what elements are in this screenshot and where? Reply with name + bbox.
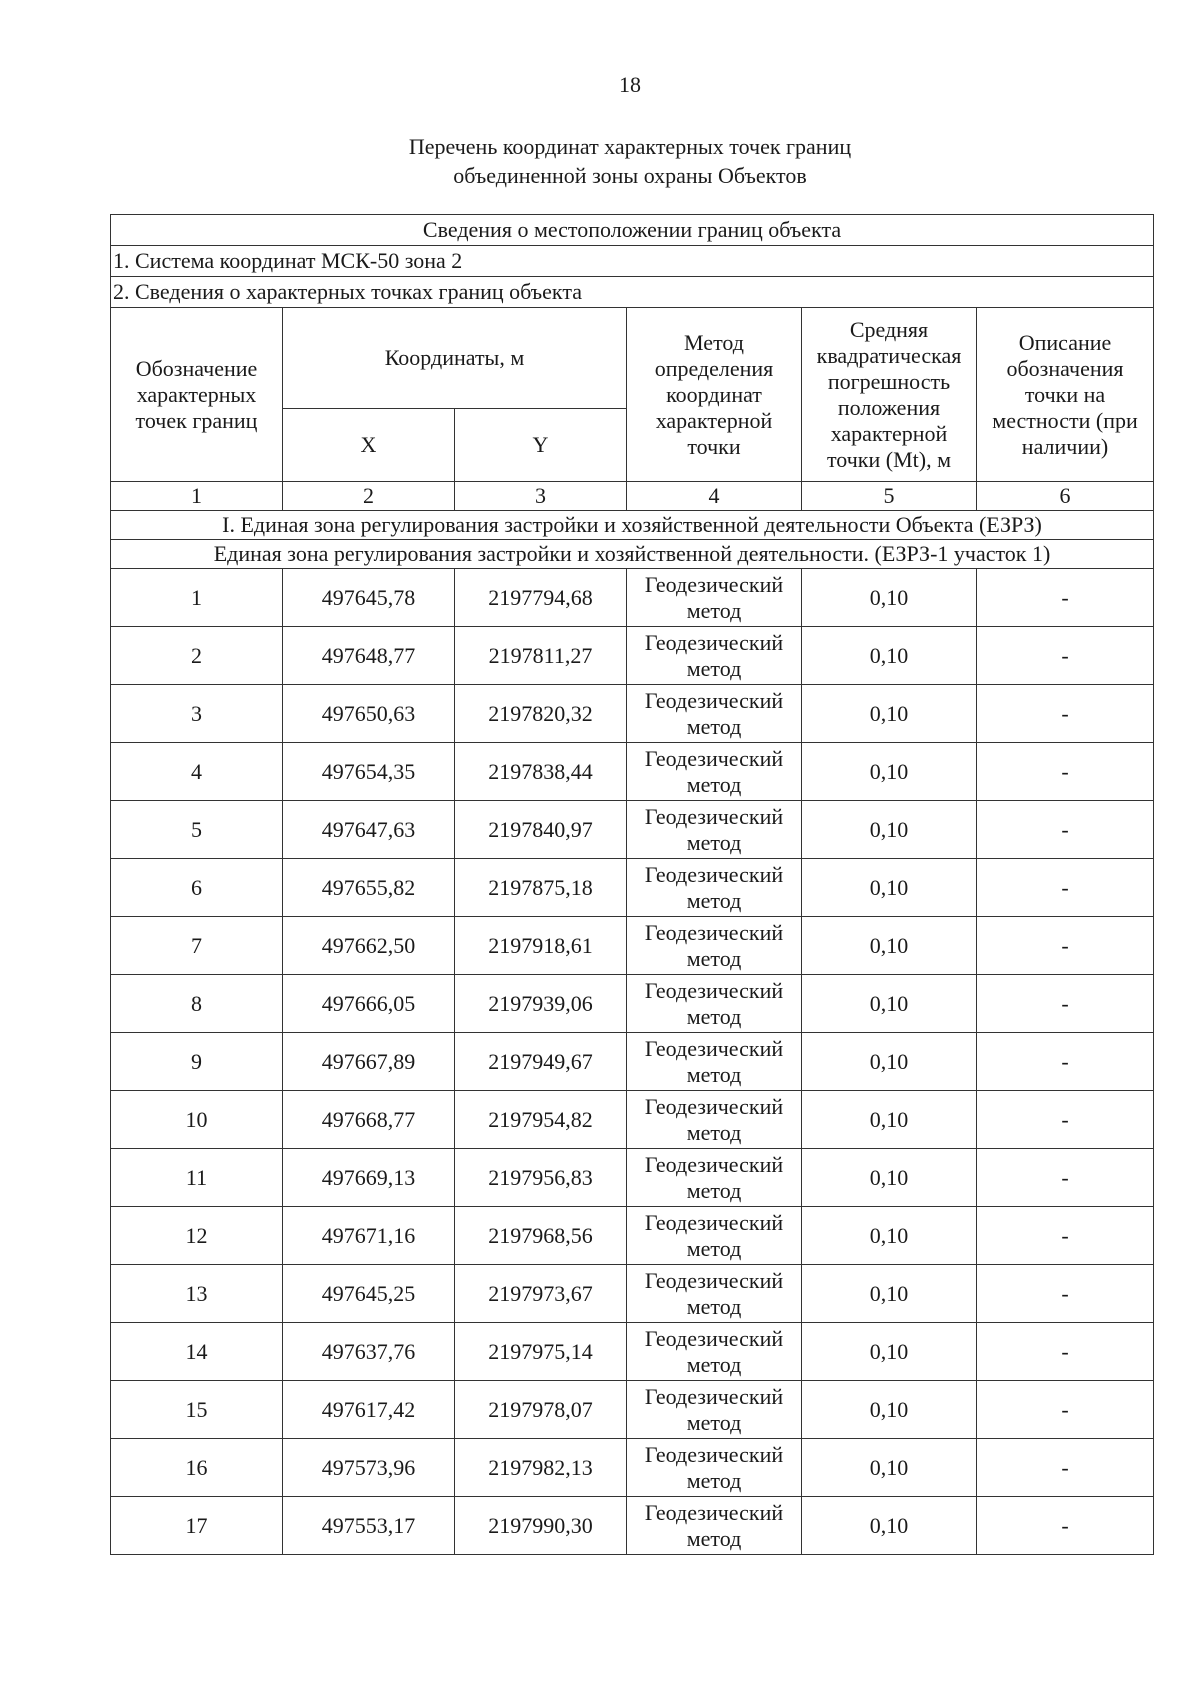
- point-description: -: [977, 1207, 1154, 1265]
- coord-y: 2197956,83: [455, 1149, 627, 1207]
- point-description: -: [977, 1091, 1154, 1149]
- method-line-1: Геодезический: [644, 1035, 784, 1061]
- point-number: 12: [111, 1207, 283, 1265]
- table-caption: Сведения о местоположении границ объекта: [111, 215, 1154, 246]
- page-number: 18: [619, 72, 641, 97]
- column-number: 2: [283, 482, 455, 511]
- mean-error: 0,10: [802, 1265, 977, 1323]
- coord-y: 2197982,13: [455, 1439, 627, 1497]
- header-description: Описание обозначения точки на местности (при наличии): [977, 308, 1154, 482]
- table-row: [111, 859, 1154, 917]
- table-row: [111, 1381, 1154, 1439]
- point-description: -: [977, 1149, 1154, 1207]
- zone-title: I. Единая зона регулирования застройки и хозяйственной деятельности Объекта (ЕЗРЗ): [111, 511, 1154, 540]
- coord-y: 2197875,18: [455, 859, 627, 917]
- method: [627, 859, 802, 917]
- table-row: [111, 685, 1154, 743]
- coord-x: 497655,82: [283, 859, 455, 917]
- section-title: Единая зона регулирования застройки и хозяйственной деятельности. (ЕЗРЗ-1 участок 1): [111, 540, 1154, 569]
- table-row: [111, 1033, 1154, 1091]
- method-line-2: метод: [686, 1293, 742, 1319]
- method: [627, 627, 802, 685]
- column-number: 3: [455, 482, 627, 511]
- table-row: [111, 1265, 1154, 1323]
- point-description: -: [977, 1439, 1154, 1497]
- method-line-1: Геодезический: [644, 1151, 784, 1177]
- mean-error: 0,10: [802, 1149, 977, 1207]
- method-line-2: метод: [686, 1061, 742, 1087]
- coord-y: 2197954,82: [455, 1091, 627, 1149]
- coord-x: 497669,13: [283, 1149, 455, 1207]
- coord-y: 2197978,07: [455, 1381, 627, 1439]
- header-coordinates: Координаты, м: [283, 308, 627, 409]
- method-line-2: метод: [686, 945, 742, 971]
- coord-y: 2197968,56: [455, 1207, 627, 1265]
- title-line-1: Перечень координат характерных точек границ: [408, 134, 852, 159]
- point-number: 14: [111, 1323, 283, 1381]
- mean-error: 0,10: [802, 917, 977, 975]
- point-description: -: [977, 627, 1154, 685]
- mean-error: 0,10: [802, 1439, 977, 1497]
- point-number: 11: [111, 1149, 283, 1207]
- coord-x: 497648,77: [283, 627, 455, 685]
- point-number: 15: [111, 1381, 283, 1439]
- point-description: -: [977, 569, 1154, 627]
- point-number: 9: [111, 1033, 283, 1091]
- mean-error: 0,10: [802, 1381, 977, 1439]
- method: [627, 1033, 802, 1091]
- method: [627, 917, 802, 975]
- point-number: 17: [111, 1497, 283, 1555]
- coord-y: 2197840,97: [455, 801, 627, 859]
- coord-y: 2197975,14: [455, 1323, 627, 1381]
- table-row: [111, 975, 1154, 1033]
- column-number: 6: [977, 482, 1154, 511]
- method-line-1: Геодезический: [644, 1325, 784, 1351]
- mean-error: 0,10: [802, 1497, 977, 1555]
- point-description: -: [977, 801, 1154, 859]
- point-number: 1: [111, 569, 283, 627]
- method: [627, 975, 802, 1033]
- point-number: 10: [111, 1091, 283, 1149]
- method-line-1: Геодезический: [644, 687, 784, 713]
- method-line-1: Геодезический: [644, 1267, 784, 1293]
- document-title: [0, 132, 1200, 190]
- mean-error: 0,10: [802, 1033, 977, 1091]
- mean-error: 0,10: [802, 569, 977, 627]
- method-line-1: Геодезический: [644, 629, 784, 655]
- coord-x: 497662,50: [283, 917, 455, 975]
- table-row: [111, 1091, 1154, 1149]
- table-body: [111, 569, 1154, 1555]
- method: [627, 1265, 802, 1323]
- method: [627, 1091, 802, 1149]
- point-description: -: [977, 1033, 1154, 1091]
- coord-y: 2197838,44: [455, 743, 627, 801]
- method-line-2: метод: [686, 713, 742, 739]
- method: [627, 1149, 802, 1207]
- method-line-1: Геодезический: [644, 1093, 784, 1119]
- coord-x: 497667,89: [283, 1033, 455, 1091]
- point-description: -: [977, 1497, 1154, 1555]
- method: [627, 569, 802, 627]
- table-row: [111, 569, 1154, 627]
- coord-x: 497617,42: [283, 1381, 455, 1439]
- coord-y: 2197990,30: [455, 1497, 627, 1555]
- mean-error: 0,10: [802, 1091, 977, 1149]
- point-number: 5: [111, 801, 283, 859]
- coord-x: 497553,17: [283, 1497, 455, 1555]
- header-x: X: [283, 409, 455, 482]
- coord-x: 497573,96: [283, 1439, 455, 1497]
- mean-error: 0,10: [802, 859, 977, 917]
- method-line-1: Геодезический: [644, 571, 784, 597]
- mean-error: 0,10: [802, 627, 977, 685]
- coord-y: 2197811,27: [455, 627, 627, 685]
- column-number: 1: [111, 482, 283, 511]
- table-row: [111, 1149, 1154, 1207]
- mean-error: 0,10: [802, 801, 977, 859]
- coord-x: 497637,76: [283, 1323, 455, 1381]
- method-line-1: Геодезический: [644, 919, 784, 945]
- coord-x: 497671,16: [283, 1207, 455, 1265]
- table-row: [111, 1323, 1154, 1381]
- method-line-1: Геодезический: [644, 745, 784, 771]
- point-description: -: [977, 1323, 1154, 1381]
- coord-x: 497645,78: [283, 569, 455, 627]
- method: [627, 1381, 802, 1439]
- coord-x: 497650,63: [283, 685, 455, 743]
- point-number: 13: [111, 1265, 283, 1323]
- method-line-2: метод: [686, 771, 742, 797]
- method: [627, 685, 802, 743]
- method-line-1: Геодезический: [644, 1209, 784, 1235]
- method-line-2: метод: [686, 1467, 742, 1493]
- method-line-1: Геодезический: [644, 803, 784, 829]
- header-error: Средняя квадратическая погрешность положения характерной точки (Mt), м: [802, 308, 977, 482]
- method-line-2: метод: [686, 1409, 742, 1435]
- method-line-1: Геодезический: [644, 861, 784, 887]
- mean-error: 0,10: [802, 743, 977, 801]
- method: [627, 1497, 802, 1555]
- method: [627, 743, 802, 801]
- coord-x: 497645,25: [283, 1265, 455, 1323]
- mean-error: 0,10: [802, 975, 977, 1033]
- point-description: -: [977, 917, 1154, 975]
- method-line-1: Геодезический: [644, 1499, 784, 1525]
- point-number: 3: [111, 685, 283, 743]
- header-y: Y: [455, 409, 627, 482]
- mean-error: 0,10: [802, 1207, 977, 1265]
- point-description: -: [977, 1265, 1154, 1323]
- method-line-2: метод: [686, 1003, 742, 1029]
- point-number: 6: [111, 859, 283, 917]
- header-designation: Обозначение характерных точек границ: [111, 308, 283, 482]
- method-line-2: метод: [686, 829, 742, 855]
- coord-y: 2197939,06: [455, 975, 627, 1033]
- method-line-2: метод: [686, 1177, 742, 1203]
- header-method: Метод определения координат характерной точки: [627, 308, 802, 482]
- coord-x: 497668,77: [283, 1091, 455, 1149]
- coordinates-table: [110, 214, 1154, 1555]
- method-line-2: метод: [686, 1525, 742, 1551]
- column-number: 4: [627, 482, 802, 511]
- method-line-1: Геодезический: [644, 977, 784, 1003]
- point-number: 8: [111, 975, 283, 1033]
- method-line-1: Геодезический: [644, 1441, 784, 1467]
- coordinate-system: 1. Система координат МСК-50 зона 2: [111, 246, 1154, 277]
- method-line-2: метод: [686, 597, 742, 623]
- title-line-2: объединенной зоны охраны Объектов: [453, 163, 807, 188]
- coord-y: 2197794,68: [455, 569, 627, 627]
- table-row: [111, 801, 1154, 859]
- method: [627, 1323, 802, 1381]
- method-line-2: метод: [686, 887, 742, 913]
- mean-error: 0,10: [802, 685, 977, 743]
- method-line-2: метод: [686, 655, 742, 681]
- coord-y: 2197949,67: [455, 1033, 627, 1091]
- method: [627, 801, 802, 859]
- coord-x: 497647,63: [283, 801, 455, 859]
- point-description: -: [977, 975, 1154, 1033]
- column-number: 5: [802, 482, 977, 511]
- column-numbers-row: [111, 482, 1154, 511]
- method-line-2: метод: [686, 1119, 742, 1145]
- table-row: [111, 743, 1154, 801]
- point-description: -: [977, 1381, 1154, 1439]
- table-row: [111, 1497, 1154, 1555]
- point-description: -: [977, 743, 1154, 801]
- point-number: 4: [111, 743, 283, 801]
- point-description: -: [977, 859, 1154, 917]
- point-number: 16: [111, 1439, 283, 1497]
- coord-y: 2197918,61: [455, 917, 627, 975]
- table-row: [111, 627, 1154, 685]
- coord-y: 2197973,67: [455, 1265, 627, 1323]
- coord-x: 497654,35: [283, 743, 455, 801]
- table-row: [111, 1207, 1154, 1265]
- method: [627, 1439, 802, 1497]
- coord-y: 2197820,32: [455, 685, 627, 743]
- method: [627, 1207, 802, 1265]
- point-number: 7: [111, 917, 283, 975]
- method-line-2: метод: [686, 1235, 742, 1261]
- method-line-2: метод: [686, 1351, 742, 1377]
- point-number: 2: [111, 627, 283, 685]
- table-row: [111, 917, 1154, 975]
- method-line-1: Геодезический: [644, 1383, 784, 1409]
- points-info: 2. Сведения о характерных точках границ объекта: [111, 277, 1154, 308]
- mean-error: 0,10: [802, 1323, 977, 1381]
- table-header: [111, 215, 1154, 569]
- coord-x: 497666,05: [283, 975, 455, 1033]
- table-row: [111, 1439, 1154, 1497]
- point-description: -: [977, 685, 1154, 743]
